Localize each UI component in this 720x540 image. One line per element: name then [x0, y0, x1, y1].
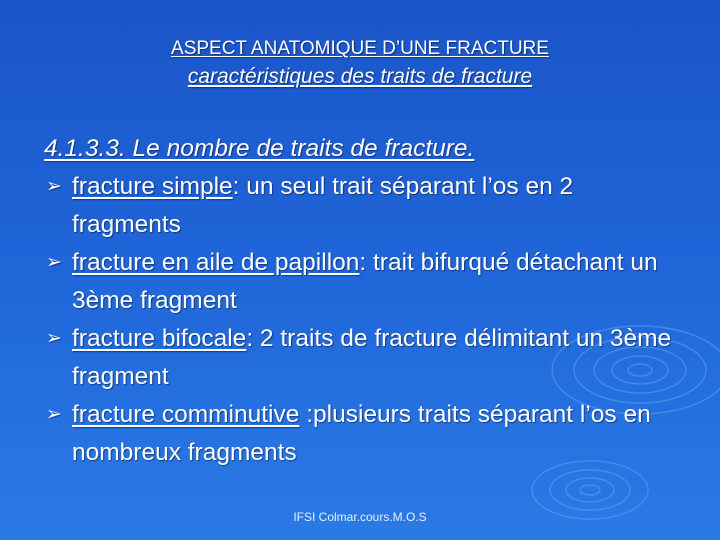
- arrow-right-icon: ➢: [46, 404, 62, 425]
- bullet-term: fracture en aile de papillon: [72, 249, 360, 276]
- arrow-right-icon: ➢: [46, 176, 62, 197]
- bullet-term: fracture comminutive: [72, 401, 300, 428]
- bullet-text: : 2 traits de fracture délimitant un 3ème fragment: [72, 325, 672, 390]
- bullet-term: fracture simple: [72, 173, 233, 200]
- slide-content: [44, 130, 684, 472]
- slide-header: [0, 38, 720, 90]
- list-item: [44, 320, 684, 396]
- slide-title: ASPECT ANATOMIQUE D’UNE FRACTURE: [171, 38, 549, 59]
- bullet-term: fracture bifocale: [72, 325, 247, 352]
- arrow-right-icon: ➢: [46, 328, 62, 349]
- bullet-text: : trait bifurqué détachant un 3ème fragment: [72, 249, 658, 314]
- bullet-text: : un seul trait séparant l’os en 2 fragments: [72, 173, 574, 238]
- list-item: [44, 244, 684, 320]
- arrow-right-icon: ➢: [46, 252, 62, 273]
- bullet-list: [44, 168, 684, 472]
- bullet-text: :plusieurs traits séparant l’os en nombreux fragments: [72, 401, 651, 466]
- list-item: [44, 396, 684, 472]
- section-heading: 4.1.3.3. Le nombre de traits de fracture.: [44, 135, 475, 162]
- slide-footer: IFSI Colmar.cours.M.O.S: [293, 510, 427, 524]
- slide-subtitle: caractéristiques des traits de fracture: [187, 65, 533, 88]
- list-item: [44, 168, 684, 244]
